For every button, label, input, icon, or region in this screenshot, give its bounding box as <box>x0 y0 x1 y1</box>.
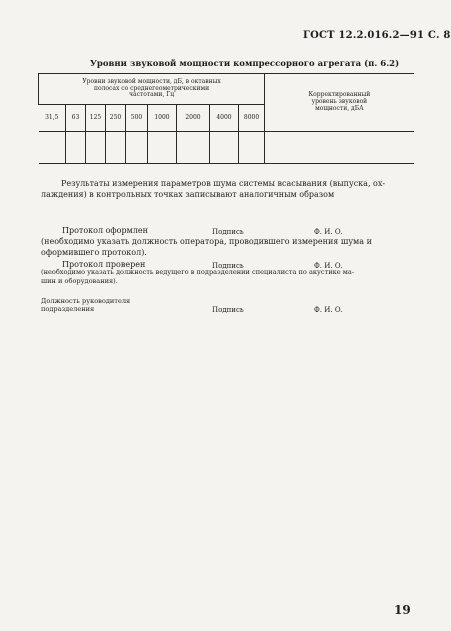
corrected-header-line: мощности, дБА <box>315 104 364 112</box>
protocol-checked-label: Протокол проверен <box>62 260 146 269</box>
value-cell <box>106 132 126 164</box>
value-cell <box>177 132 210 164</box>
standard-header: ГОСТ 12.2.016.2—91 С. 8 <box>303 30 451 41</box>
protocol-checked-note: (необходимо указать должность ведущего в подразделении специалиста по акустике ма- <box>41 268 355 276</box>
corrected-header-line: уровень звуковой <box>311 98 368 106</box>
value-cell <box>210 132 239 164</box>
value-cell <box>265 132 414 164</box>
protocol-made-note: (необходимо указать должность оператора, проводившего измерения шума и <box>41 237 372 246</box>
signature-label: Подпись <box>212 306 244 314</box>
head-of-unit-label: Должность руководителя <box>41 297 131 305</box>
freq-cell: 2000 <box>177 105 210 132</box>
value-cell <box>148 132 177 164</box>
sound-power-table <box>38 73 414 164</box>
corrected-header-line: Корректированный <box>308 91 371 99</box>
freq-cell: 250 <box>106 105 126 132</box>
freq-cell: 500 <box>126 105 148 132</box>
name-label: Ф. И. О. <box>314 262 343 270</box>
freq-cell: 8000 <box>239 105 265 132</box>
value-cell <box>66 132 86 164</box>
octave-band-header <box>39 74 265 105</box>
table-title: Уровни звуковой мощности компрессорного агрегата (п. 6.2) <box>90 59 400 69</box>
freq-cell: 63 <box>66 105 86 132</box>
freq-cell: 125 <box>86 105 106 132</box>
value-cell <box>86 132 106 164</box>
results-paragraph-line: лаждения) в контрольных точках записывают аналогичным образом <box>41 190 335 199</box>
freq-cell: 4000 <box>210 105 239 132</box>
name-label: Ф. И. О. <box>314 228 343 236</box>
results-paragraph-line: Результаты измерения параметров шума системы всасывания (выпуска, ох- <box>61 179 386 188</box>
protocol-made-label: Протокол оформлен <box>62 226 148 235</box>
freq-cell: 1000 <box>148 105 177 132</box>
signature-label: Подпись <box>212 228 244 236</box>
page-number: 19 <box>394 603 411 617</box>
name-label: Ф. И. О. <box>314 306 343 314</box>
band-header-line: частотами, Гц <box>129 91 175 99</box>
protocol-checked-note: шин и оборудования). <box>41 277 118 285</box>
freq-cell: 31,5 <box>39 105 66 132</box>
value-cell <box>126 132 148 164</box>
signature-label: Подпись <box>212 262 244 270</box>
protocol-made-note: оформившего протокол). <box>41 248 147 257</box>
corrected-level-header <box>265 74 414 132</box>
band-header-line: полосах со среднегеометрическими <box>94 84 210 92</box>
value-cell <box>39 132 66 164</box>
head-of-unit-label: подразделения <box>41 305 95 313</box>
band-header-line: Уровни звуковой мощности, дБ, в октавных <box>82 77 221 85</box>
value-cell <box>239 132 265 164</box>
